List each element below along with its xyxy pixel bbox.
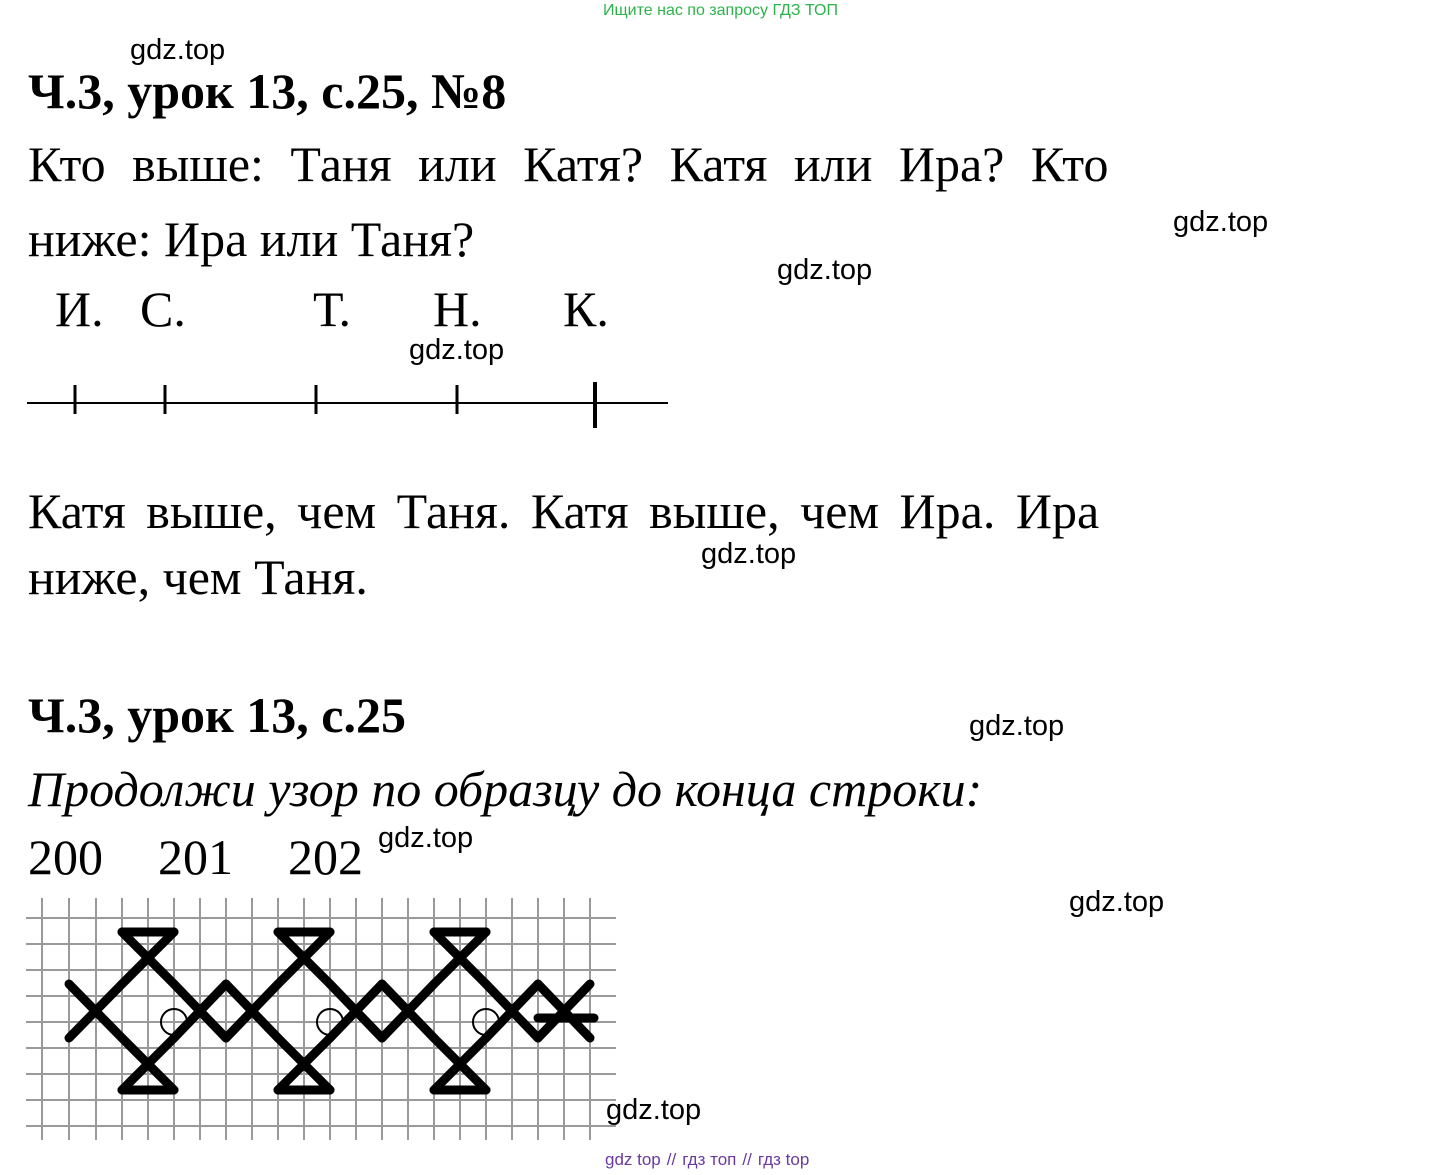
footer-link-gdz-top-ru[interactable]: гдз топ bbox=[682, 1150, 737, 1169]
footer-separator: // bbox=[742, 1150, 752, 1169]
watermark: gdz.top bbox=[1173, 206, 1269, 238]
pattern-instruction: Продолжи узор по образцу до конца строки: bbox=[28, 761, 983, 817]
number-202: 202 bbox=[288, 829, 363, 885]
height-scale-line bbox=[0, 370, 700, 440]
watermark: gdz.top bbox=[606, 1094, 702, 1126]
number-201: 201 bbox=[158, 829, 233, 885]
task-title-8: Ч.3, урок 13, с.25, №8 bbox=[28, 63, 507, 119]
top-banner[interactable]: Ищите нас по запросу ГДЗ ТОП bbox=[603, 2, 838, 19]
watermark: gdz.top bbox=[777, 254, 873, 286]
question-line-1: Кто выше: Таня или Катя? Катя или Ира? Кто bbox=[28, 136, 1109, 192]
watermark: gdz.top bbox=[409, 334, 505, 366]
watermark: gdz.top bbox=[378, 822, 474, 854]
footer-link-gdz-top-mixed[interactable]: гдз top bbox=[757, 1150, 810, 1169]
scale-label-n: Н. bbox=[433, 281, 482, 337]
answer-line-1: Катя выше, чем Таня. Катя выше, чем Ира. Ира bbox=[28, 483, 1100, 539]
watermark: gdz.top bbox=[969, 710, 1065, 742]
scale-label-tanya: Т. bbox=[313, 281, 352, 337]
answer-line-2: ниже, чем Таня. bbox=[28, 549, 368, 605]
cross-stitch-pattern bbox=[26, 898, 616, 1140]
scale-label-s: С. bbox=[140, 281, 186, 337]
footer-links bbox=[605, 1150, 809, 1170]
watermark: gdz.top bbox=[1069, 886, 1165, 918]
scale-label-katya: К. bbox=[563, 281, 609, 337]
footer-separator: // bbox=[666, 1150, 677, 1169]
task-title-pattern: Ч.3, урок 13, с.25 bbox=[28, 687, 407, 743]
question-line-2: ниже: Ира или Таня? bbox=[28, 211, 475, 267]
number-200: 200 bbox=[28, 829, 103, 885]
scale-label-ira: И. bbox=[55, 281, 104, 337]
watermark: gdz.top bbox=[701, 538, 797, 570]
watermark: gdz.top bbox=[130, 34, 226, 66]
footer-link-gdz-top[interactable]: gdz top bbox=[605, 1150, 661, 1169]
